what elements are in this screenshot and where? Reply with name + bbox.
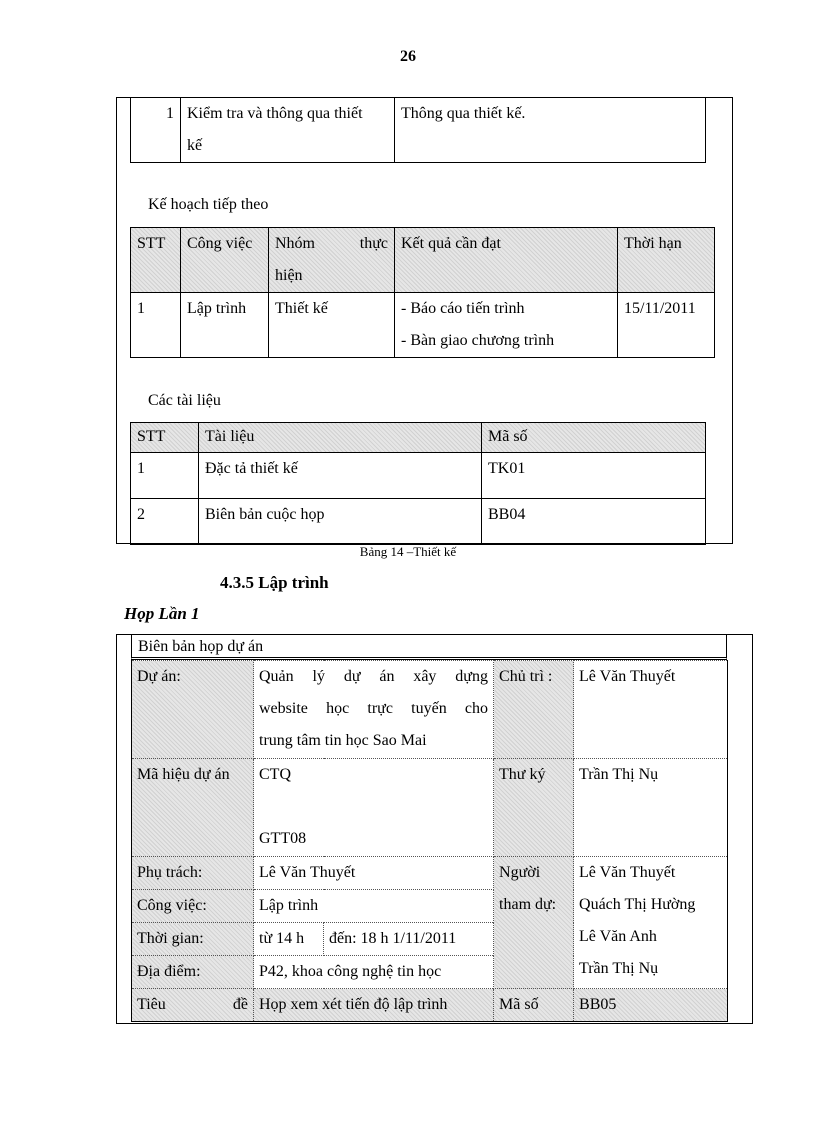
in-charge-label: Phụ trách: xyxy=(132,857,254,890)
project-word: lý xyxy=(312,668,325,685)
subject-label-word: Tiêu xyxy=(137,996,166,1013)
header-team-word: thực xyxy=(359,235,388,252)
review-table xyxy=(130,97,706,163)
time-from: từ 14 h xyxy=(254,923,324,956)
subject-label xyxy=(132,989,254,1022)
table-row xyxy=(132,989,728,1022)
secretary-value: Trần Thị Nụ xyxy=(574,759,728,857)
subject-value: Họp xem xét tiến độ lập trình xyxy=(254,989,494,1022)
table-caption: Bảng 14 –Thiết kế xyxy=(359,544,457,559)
time-label: Thời gian: xyxy=(132,923,254,956)
cell-code: TK01 xyxy=(482,453,706,499)
result-line: - Báo cáo tiến trình xyxy=(401,300,525,317)
cell-result xyxy=(395,293,618,358)
project-label: Dự án: xyxy=(132,661,254,759)
task-line: kế xyxy=(187,137,203,154)
header-team-word: Nhóm xyxy=(275,235,315,252)
ma-so-value: BB05 xyxy=(574,989,728,1022)
attendee: Lê Văn Anh xyxy=(579,928,657,945)
table-row xyxy=(131,293,715,358)
cell-job: Lập trình xyxy=(181,293,269,358)
plan-table xyxy=(130,227,715,358)
code-line: CTQ xyxy=(259,766,291,783)
header-stt: STT xyxy=(131,228,181,293)
header-deadline: Thời hạn xyxy=(618,228,715,293)
job-label: Công việc: xyxy=(132,890,254,923)
header-code: Mã số xyxy=(482,423,706,453)
cell-stt: 2 xyxy=(131,499,199,545)
chair-label: Chủ trì : xyxy=(494,661,574,759)
plan-title: Kế hoạch tiếp theo xyxy=(148,196,269,213)
table-header-row xyxy=(131,423,706,453)
attendees-label-line: tham dự: xyxy=(499,896,557,913)
time-to: đến: 18 h 1/11/2011 xyxy=(324,923,494,956)
job-value: Lập trình xyxy=(254,890,494,923)
minutes-table xyxy=(131,660,728,1022)
project-line: trung tâm tin học Sao Mai xyxy=(259,732,427,749)
project-line: website học trực tuyến cho xyxy=(259,700,489,717)
header-result: Kết quả cần đạt xyxy=(395,228,618,293)
code-line: GTT08 xyxy=(259,830,307,847)
project-word: án xyxy=(379,668,395,685)
attendee: Quách Thị Hường xyxy=(579,896,696,913)
result-cell: Thông qua thiết kế. xyxy=(395,98,706,163)
table-row xyxy=(131,98,706,163)
cell-doc: Đặc tả thiết kế xyxy=(199,453,482,499)
cell-deadline: 15/11/2011 xyxy=(618,293,715,358)
table-row xyxy=(131,453,706,499)
header-stt: STT xyxy=(131,423,199,453)
result-line: - Bàn giao chương trình xyxy=(401,332,555,349)
cell-team: Thiết kế xyxy=(269,293,395,358)
attendees-label-line: Người xyxy=(499,864,541,881)
cell-doc: Biên bản cuộc họp xyxy=(199,499,482,545)
docs-title: Các tài liệu xyxy=(148,392,221,409)
page-number: 26 xyxy=(400,48,416,65)
attendees-list xyxy=(574,857,728,989)
project-word: Quản xyxy=(259,668,294,685)
table-row xyxy=(131,499,706,545)
ma-so-label: Mã số xyxy=(494,989,574,1022)
chair-value: Lê Văn Thuyết xyxy=(574,661,728,759)
minutes-header xyxy=(131,634,727,660)
docs-table xyxy=(130,422,706,545)
attendees-label xyxy=(494,857,574,989)
row-number: 1 xyxy=(131,98,181,163)
header-doc: Tài liệu xyxy=(199,423,482,453)
minutes-header-text: Biên bản họp dự án xyxy=(138,638,264,655)
header-job: Công việc xyxy=(181,228,269,293)
place-value: P42, khoa công nghệ tin học xyxy=(254,956,494,989)
meeting-title: Họp Lần 1 xyxy=(124,604,200,623)
task-cell xyxy=(181,98,395,163)
project-word: xây xyxy=(413,668,437,685)
in-charge-value: Lê Văn Thuyết xyxy=(254,857,494,890)
cell-stt: 1 xyxy=(131,453,199,499)
project-value xyxy=(254,661,494,759)
code-label: Mã hiệu dự án xyxy=(132,759,254,857)
table-row xyxy=(132,759,728,857)
section-heading: 4.3.5 Lập trình xyxy=(220,573,329,592)
attendee: Lê Văn Thuyết xyxy=(579,864,676,881)
table-header-row xyxy=(131,228,715,293)
cell-stt: 1 xyxy=(131,293,181,358)
header-team-word: hiện xyxy=(275,267,303,284)
secretary-label: Thư ký xyxy=(494,759,574,857)
cell-code: BB04 xyxy=(482,499,706,545)
subject-label-word: đề xyxy=(232,996,248,1013)
table-row xyxy=(132,857,728,890)
attendee: Trần Thị Nụ xyxy=(579,960,659,977)
project-word: dự xyxy=(343,668,361,685)
table-row xyxy=(132,661,728,759)
header-team xyxy=(269,228,395,293)
code-value xyxy=(254,759,494,857)
task-line: Kiểm tra và thông qua thiết xyxy=(187,105,363,122)
place-label: Địa điểm: xyxy=(132,956,254,989)
project-word: dựng xyxy=(455,668,488,685)
